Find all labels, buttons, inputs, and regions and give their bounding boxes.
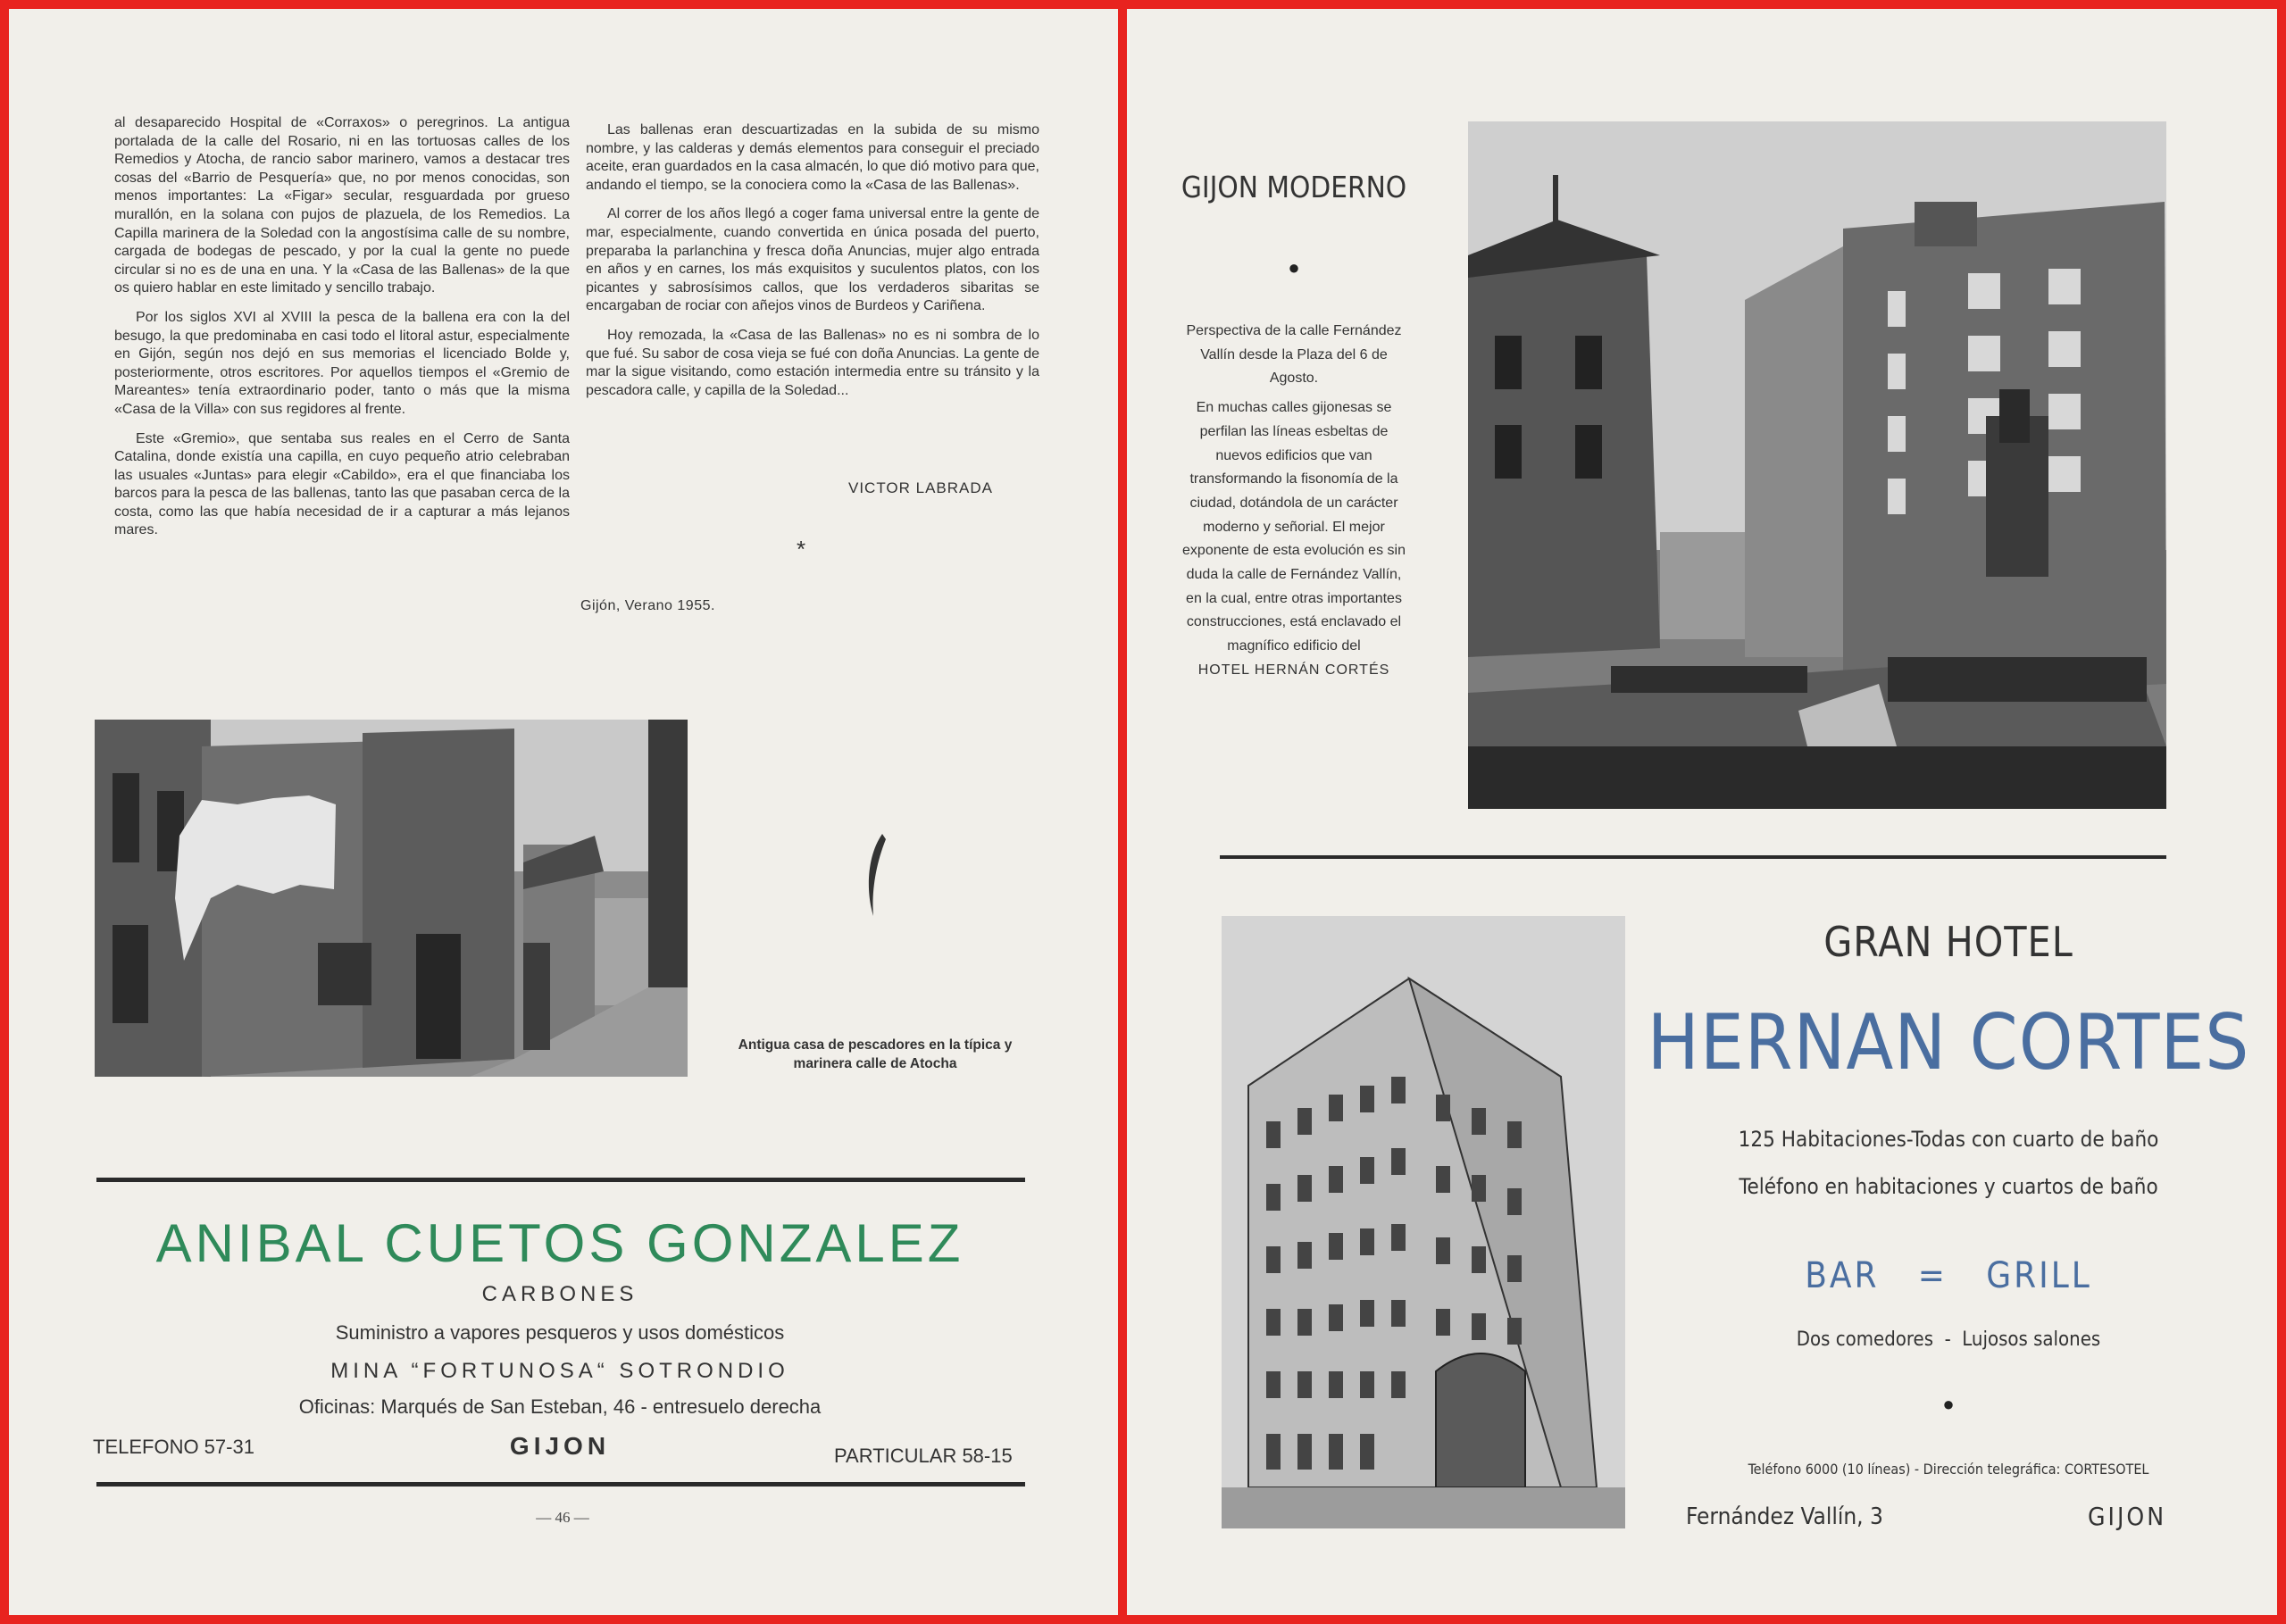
coal-business: CARBONES (481, 1282, 638, 1306)
hotel-phones: Teléfono en habitaciones y cuartos de baño (1739, 1174, 2158, 1199)
hotel-bullet: ● (1942, 1393, 1955, 1415)
place-date: Gijón, Verano 1955. (580, 598, 715, 613)
ad-top-rule (96, 1178, 1025, 1182)
section-divider-rule (1220, 855, 2166, 859)
article-paragraph: Las ballenas eran descuartizadas en la subida de su mismo nombre, y las calderas y demás elementos para conseguir el preciado aceite, eran guardados en la casa almacén, lo que dió motivo para que, andando el tiempo, se la conociera como la «Casa de las Ballenas». (586, 122, 1039, 193)
photo-drawing (1468, 121, 2166, 809)
hotel-rooms: 125 Habitaciones-Todas con cuarto de baño (1738, 1127, 2159, 1152)
page-number: — 46 — (536, 1509, 589, 1526)
caption-body: En muchas calles gijonesas se perfilan las líneas esbeltas de nuevos edificios que van transformando la fisonomía de la ciudad, dotándola de un carácter moderno y señorial. El mejor exponente de esta evolución es sin duda la calle de Fernández Vallín, en la cual, entre otras importantes construcciones, está enclavado el magnífico edificio del (1182, 400, 1406, 654)
coal-private-phone: PARTICULAR 58-15 (834, 1445, 1013, 1467)
hotel-building-drawing (1222, 916, 1625, 1528)
hotel-pre-title: GRAN HOTEL (1823, 918, 2073, 966)
hotel-drawing (1222, 916, 1625, 1528)
article-paragraph: Al correr de los años llegó a coger fama universal entre la gente de mar, especialmente, cuando convertida en única posada del puerto, preparaba la parlanchina y fresca doña Anuncias, mujer algo entrada en años y en carnes, los más exquisitos y suculentos platos, con los picantes y sabrosísimos callos, que los verdaderos sibaritas se encargaban de rociar con añejos vinos de Burdeos y Cariñena. (586, 206, 1039, 314)
caption-intro: Perspectiva de la calle Fernández Vallín desde la Plaza del 6 de Agosto. (1186, 323, 1402, 387)
article-column-2 (586, 121, 1039, 411)
photo-drawing (95, 720, 688, 1077)
author-signature: VICTOR LABRADA (848, 479, 994, 496)
left-page (9, 9, 1118, 1615)
section-title: GIJON MODERNO (1181, 170, 1407, 204)
article-paragraph: Hoy remozada, la «Casa de las Ballenas» no es ni sombra de lo que fué. Su sabor de cosa vieja se fué con doña Anuncias. La gente de mar la sigue visitando, como estación intermedia entre su tránsito y la pescadora calle, y capilla de la Soledad... (586, 327, 1039, 398)
fernandez-vallin-photo (1468, 121, 2166, 809)
article-paragraph: Por los siglos XVI al XVIII la pesca de la ballena era con la del besugo, la que predominaba en casi todo el litoral astur, especialmente en Gijón, según nos dejó en sus memorias el licenciado Bolde y, posteriormente, otros escritores. Por aquellos tiempos el «Gremio de Mareantes» tenía extraordinario poder, tanto o más que la misma «Casa de la Villa» con sus regidores al frente. (114, 309, 570, 417)
coal-city: GIJON (509, 1432, 611, 1460)
ad-bottom-rule (96, 1482, 1025, 1487)
article-column-1 (114, 114, 570, 551)
coal-phone: TELEFONO 57-31 (93, 1436, 254, 1458)
hotel-contact: Teléfono 6000 (10 líneas) - Dirección telegráfica: CORTESOTEL (1748, 1461, 2149, 1478)
hotel-address: Fernández Vallín, 3 (1686, 1503, 1883, 1530)
right-page (1127, 9, 2277, 1615)
hotel-city: GIJON (2088, 1502, 2167, 1531)
hotel-dining: Dos comedores - Lujosos salones (1796, 1328, 2101, 1351)
coal-office-address: Oficinas: Marqués de San Esteban, 46 - entresuelo derecha (298, 1395, 822, 1418)
atocha-street-photo (95, 720, 688, 1077)
hotel-bar-grill: BAR = GRILL (1805, 1255, 2092, 1296)
coal-supply-line: Suministro a vapores pesqueros y usos domésticos (335, 1321, 785, 1344)
caption-hotel: HOTEL HERNÁN CORTÉS (1197, 662, 1390, 678)
coal-mine-name: MINA “FORTUNOSA“ SOTRONDIO (330, 1359, 789, 1383)
article-paragraph: Este «Gremio», que sentaba sus reales en el Cerro de Santa Catalina, donde existía una capilla, en cuyo pequeño atrio celebraban las usuales «Juntas» para elegir «Cabildo», era el que financiaba los barcos para la pesca de las ballenas, tanto las que pasaban cerca de la costa, como las que había necesidad de ir a capturar a más lejanos mares. (114, 430, 570, 538)
hotel-name: HERNAN CORTES (1647, 998, 2250, 1087)
section-caption (1181, 320, 1407, 683)
asterisk-ornament: * (797, 536, 807, 562)
article-paragraph: al desaparecido Hospital de «Corraxos» o peregrinos. La antigua portalada de la calle del Rosario, ni en las tortuosas calles de los Remedios y Atocha, de rancio sabor marinero, vamos a destacar tres cosas del «Barrio de Pesquería» que, no por menos conocidas, son menos importantes: La «Figar» secular, resguardada por grueso murallón, en la solana con pujos de plazuela, de los Remedios. La Capilla marinera de la Soledad con la angostísima calle de su nombre, cargada de bodegas de pescado, y por la cual la gente no puede circular si no es de una en una. Y la «Casa de las Ballenas» de la que os quiero hablar en este limitado y sencillo trabajo. (114, 115, 570, 296)
photo-caption: Antigua casa de pescadores en la típica y marinera calle de Atocha (738, 1037, 1013, 1071)
coal-company-name: ANIBAL CUETOS GONZALEZ (155, 1213, 964, 1273)
feather-ornament-icon (863, 830, 889, 920)
section-bullet: ● (1288, 256, 1300, 279)
